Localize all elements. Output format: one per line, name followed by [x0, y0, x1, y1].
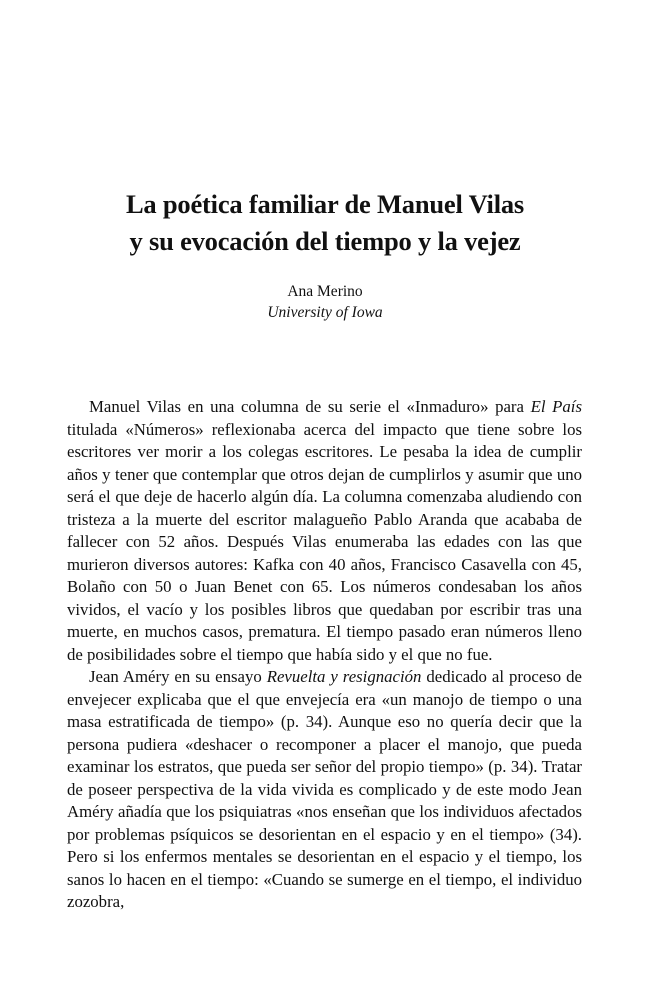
- author-name: Ana Merino: [287, 283, 363, 300]
- author-affiliation: University of Iowa: [267, 304, 383, 321]
- paragraph-2-text-c: dedicado al proceso de envejecer explicaba que el que envejecía era «un manojo de tiempo o una masa estratificada de tiempo» (p. 34). Aunque eso no quería decir que la persona pudiera «deshacer o recomponer a placer el manojo, que pueda examinar los estratos, que pueda ser señor del propio tiempo» (p. 34). Tratar de poseer perspectiva de la vida vivida es complicado y de este modo Jean Améry añadía que los psiquiatras «nos enseñan que los individuos afectados por problemas psíquicos se desorientan en el espacio y en el tiempo» (34). Pero si los enfermos mentales se desorientan en el espacio y el tiempo, los sanos lo hacen en el tiempo: «Cuando se sumerge en el tiempo, el individuo zozobra,: [67, 667, 582, 911]
- paragraph-2-text-a: Jean Améry en su ensayo: [89, 667, 267, 686]
- paragraph-1-text-c: titulada «Números» reflexionaba acerca del impacto que tiene sobre los escritores ver morir a los colegas escritores. Le pesaba la idea de cumplir años y tener que contemplar que otros dejan de cumplirlos y asumir que uno será el que deje de hacerlo algún día. La columna comenzaba aludiendo con tristeza a la muerte del escritor malagueño Pablo Aranda que acababa de fallecer con 52 años. Después Vilas enumeraba las edades con las que murieron diversos autores: Kafka con 40 años, Francisco Casavella con 45, Bolaño con 50 o Juan Benet con 65. Los números condesaban los años vividos, el vacío y los posibles libros que quedaban por escribir tras una muerte, en muchos casos, prematura. El tiempo pasado eran números lleno de posibilidades sobre el tiempo que había sido y el que no fue.: [67, 419, 582, 664]
- chapter-title-line-1: La poética familiar de Manuel Vilas: [125, 188, 525, 219]
- paragraph-1-text-a: Manuel Vilas en una columna de su serie el «Inmaduro» para: [89, 397, 531, 416]
- body-text: [67, 396, 582, 914]
- paragraph-1-italic-title: El País: [530, 397, 582, 416]
- paragraph-2-italic-title: Revuelta y resignación: [266, 667, 422, 686]
- paragraph-1: [67, 396, 582, 666]
- chapter-title-line-2: y su evocación del tiempo y la vejez: [129, 225, 521, 256]
- chapter-title: [0, 186, 650, 260]
- paragraph-2: [67, 666, 582, 914]
- author-block: [0, 281, 650, 323]
